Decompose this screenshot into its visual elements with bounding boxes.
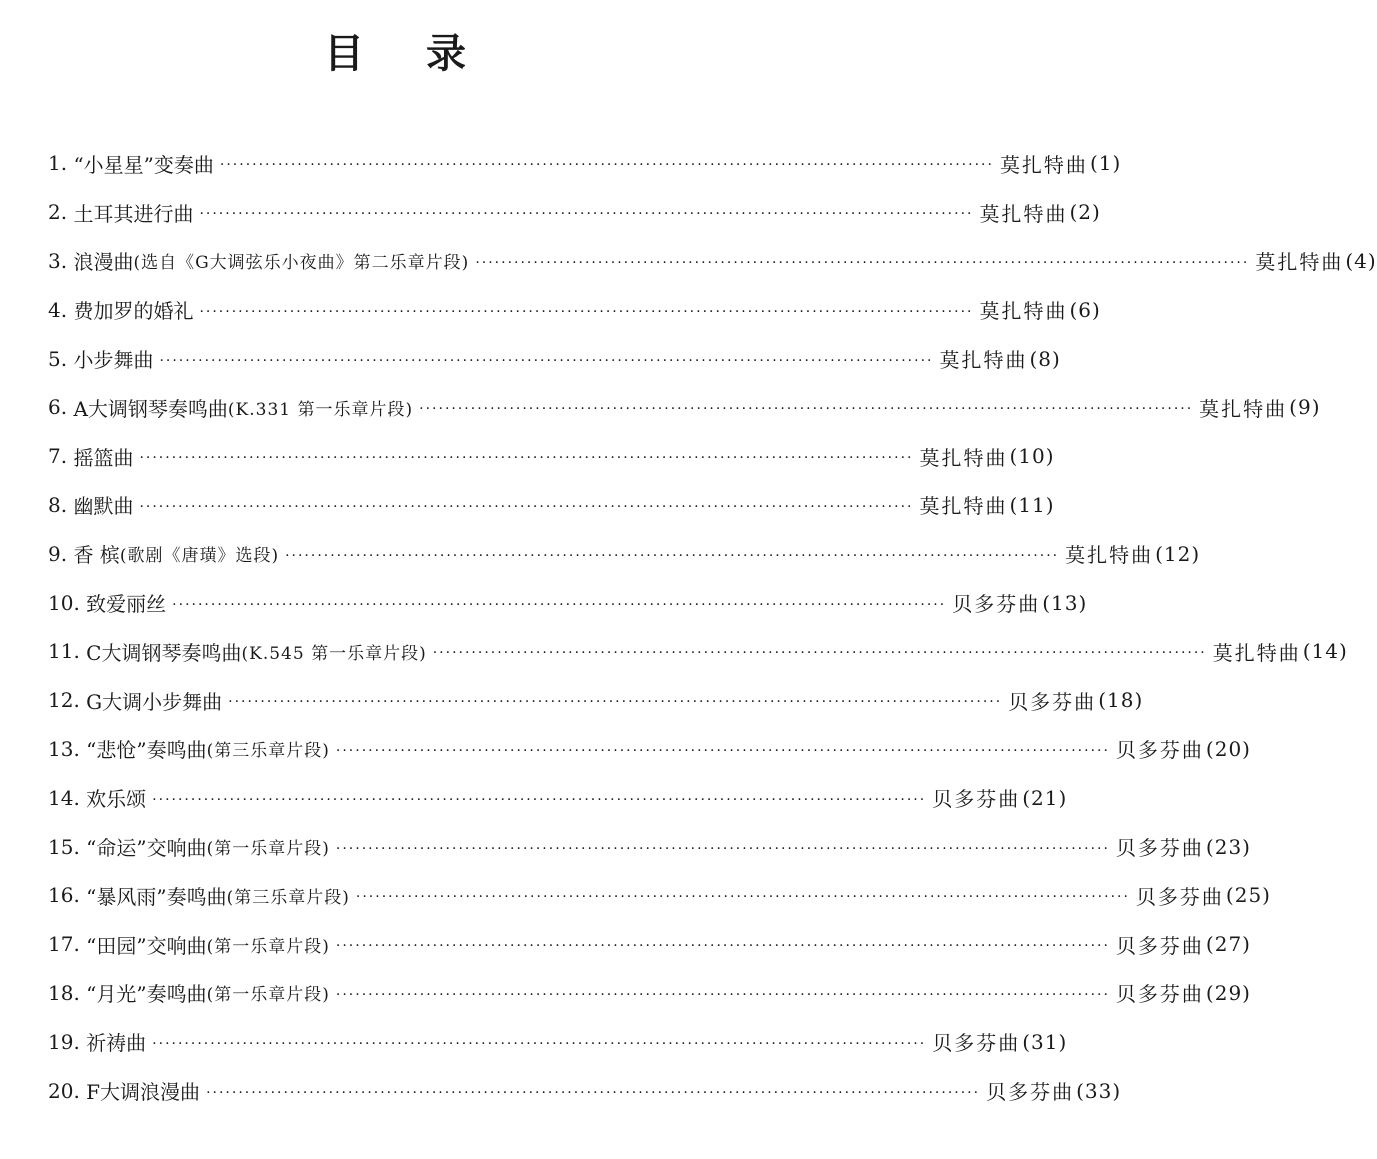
toc-entry-number: 3. xyxy=(48,248,68,273)
toc-entry-page: (9) xyxy=(1289,395,1321,420)
toc-entry-title: 香 槟 xyxy=(73,543,120,568)
toc-leader-dots: ························································································································ xyxy=(139,498,914,515)
toc-leader-dots: ························································································································ xyxy=(335,742,1110,759)
toc-entry[interactable] xyxy=(48,139,1122,188)
toc-entry-subtitle: (第三乐章片段) xyxy=(226,887,350,908)
toc-entry-page: (29) xyxy=(1205,980,1251,1005)
toc-entry-page: (2) xyxy=(1069,200,1101,225)
toc-entry[interactable] xyxy=(48,432,1055,481)
toc-entry-page: (10) xyxy=(1009,444,1055,469)
toc-entry-composer: 贝多芬曲 xyxy=(932,787,1021,812)
toc-leader-dots: ························································································································ xyxy=(419,401,1194,418)
toc-entry-title: 幽默曲 xyxy=(73,494,134,519)
toc-entry-page: (1) xyxy=(1089,151,1122,176)
toc-entry-number: 4. xyxy=(48,297,68,322)
toc-entry-title: F大调浪漫曲 xyxy=(86,1080,201,1105)
toc-entry-composer: 贝多芬曲 xyxy=(986,1080,1075,1105)
toc-entry-number: 12. xyxy=(48,688,80,713)
page-title-char-2: 录 xyxy=(426,30,466,77)
toc-entry-page: (12) xyxy=(1155,541,1201,566)
toc-entry-number: 18. xyxy=(48,980,80,1005)
toc-entry-composer: 贝多芬曲 xyxy=(1115,982,1204,1007)
toc-leader-dots: ························································································································ xyxy=(228,694,1003,711)
toc-entry-page: (33) xyxy=(1076,1078,1122,1103)
toc-entry-page: (18) xyxy=(1098,688,1144,713)
toc-entry-page: (8) xyxy=(1029,346,1061,371)
toc-entry-number: 16. xyxy=(48,883,80,908)
toc-entry-title: A大调钢琴奏鸣曲 xyxy=(73,396,228,421)
toc-entry-composer: 贝多芬曲 xyxy=(1115,933,1204,958)
toc-entry-page: (6) xyxy=(1069,297,1101,322)
toc-entry-title: G大调小步舞曲 xyxy=(86,689,223,714)
toc-entry-composer: 莫扎特曲 xyxy=(939,348,1028,373)
toc-entry-title: “田园”交响曲 xyxy=(86,933,207,958)
toc-entry-title: “小星星”变奏曲 xyxy=(73,152,214,177)
toc-entry-composer: 莫扎特曲 xyxy=(1199,396,1288,421)
toc-entry-number: 19. xyxy=(48,1029,80,1054)
toc-leader-dots: ························································································································ xyxy=(199,206,974,223)
toc-entry-title: 费加罗的婚礼 xyxy=(73,299,194,324)
toc-entry-composer: 贝多芬曲 xyxy=(932,1031,1021,1056)
toc-entry-page: (11) xyxy=(1009,492,1055,517)
toc-entry[interactable] xyxy=(48,188,1101,237)
toc-entry-subtitle: (选自《G大调弦乐小夜曲》第二乐章片段) xyxy=(133,253,470,274)
toc-entry-number: 13. xyxy=(48,736,80,761)
toc-leader-dots: ························································································································ xyxy=(199,303,974,320)
toc-leader-dots: ························································································································ xyxy=(285,547,1060,564)
toc-entry[interactable] xyxy=(48,822,1251,871)
toc-entry-title: 欢乐颂 xyxy=(86,787,147,812)
toc-leader-dots: ························································································································ xyxy=(152,791,927,808)
toc-entry-number: 15. xyxy=(48,834,80,859)
toc-entry-number: 17. xyxy=(48,932,80,957)
toc-entry[interactable] xyxy=(48,1017,1068,1066)
toc-entry-subtitle: (第三乐章片段) xyxy=(206,741,330,762)
toc-entry-page: (21) xyxy=(1022,785,1068,810)
toc-leader-dots: ························································································································ xyxy=(139,450,914,467)
toc-entry[interactable] xyxy=(48,969,1251,1018)
toc-entry-composer: 莫扎特曲 xyxy=(919,494,1008,519)
toc-leader-dots: ························································································································ xyxy=(355,889,1130,906)
toc-entry-composer: 莫扎特曲 xyxy=(979,201,1068,226)
toc-entry-title: “命运”交响曲 xyxy=(86,836,207,861)
toc-entry-page: (25) xyxy=(1225,883,1271,908)
toc-entry-composer: 莫扎特曲 xyxy=(999,152,1088,177)
toc-entry-title: 土耳其进行曲 xyxy=(73,201,194,226)
toc-entry[interactable] xyxy=(48,627,1348,676)
toc-entry-composer: 贝多芬曲 xyxy=(1115,738,1204,763)
toc-entry-number: 5. xyxy=(48,346,68,371)
toc-entry-number: 20. xyxy=(48,1078,80,1103)
toc-entry-title: 小步舞曲 xyxy=(73,348,154,373)
toc-leader-dots: ························································································································ xyxy=(152,1035,927,1052)
toc-entry-composer: 贝多芬曲 xyxy=(1008,689,1097,714)
toc-entry[interactable] xyxy=(48,920,1251,969)
toc-entry-composer: 贝多芬曲 xyxy=(1115,836,1204,861)
toc-entry-page: (4) xyxy=(1345,248,1377,273)
toc-entry-title: 祈祷曲 xyxy=(86,1031,147,1056)
toc-entry-page: (13) xyxy=(1042,590,1088,615)
toc-entry-composer: 莫扎特曲 xyxy=(1065,543,1154,568)
toc-entry[interactable] xyxy=(48,773,1068,822)
toc-entry-composer: 莫扎特曲 xyxy=(919,445,1008,470)
toc-entry-page: (14) xyxy=(1302,639,1348,664)
toc-entry-page: (20) xyxy=(1205,736,1251,761)
toc-entry[interactable] xyxy=(48,529,1201,578)
toc-entry[interactable] xyxy=(48,285,1101,334)
toc-leader-dots: ························································································································ xyxy=(172,596,947,613)
toc-leader-dots: ························································································································ xyxy=(475,254,1250,271)
toc-entry-number: 9. xyxy=(48,541,68,566)
toc-entry-number: 1. xyxy=(48,151,68,176)
toc-entry-title: “悲怆”奏鸣曲 xyxy=(86,738,207,763)
toc-entry-number: 2. xyxy=(48,200,68,225)
toc-entry-subtitle: (K.545 第一乐章片段) xyxy=(241,643,427,664)
toc-entry-number: 14. xyxy=(48,785,80,810)
toc-leader-dots: ························································································································ xyxy=(159,352,934,369)
toc-entry-title: “暴风雨”奏鸣曲 xyxy=(86,884,227,909)
toc-leader-dots: ························································································································ xyxy=(335,986,1110,1003)
toc-entry-number: 6. xyxy=(48,395,68,420)
toc-entry-title: “月光”奏鸣曲 xyxy=(86,982,207,1007)
toc-leader-dots: ························································································································ xyxy=(219,157,994,174)
toc-entry-composer: 莫扎特曲 xyxy=(979,299,1068,324)
toc-leader-dots: ························································································································ xyxy=(335,840,1110,857)
toc-entry[interactable] xyxy=(48,871,1271,920)
toc-leader-dots: ························································································································ xyxy=(335,938,1110,955)
toc-entry-title: 浪漫曲 xyxy=(73,250,134,275)
toc-entry-subtitle: (K.331 第一乐章片段) xyxy=(227,399,414,420)
toc-entry-subtitle: (第一乐章片段) xyxy=(206,839,330,860)
toc-entry-number: 10. xyxy=(48,590,80,615)
toc-entry[interactable] xyxy=(48,1066,1122,1115)
toc-entry[interactable] xyxy=(48,725,1251,774)
toc-entry-title: 致爱丽丝 xyxy=(86,592,167,617)
page-title-char-1: 目 xyxy=(324,30,364,77)
toc-entry-composer: 贝多芬曲 xyxy=(1135,884,1224,909)
toc-entry[interactable] xyxy=(48,383,1321,432)
toc-leader-dots: ························································································································ xyxy=(432,645,1207,662)
toc-leader-dots: ························································································································ xyxy=(206,1084,981,1101)
toc-entry-page: (31) xyxy=(1022,1029,1068,1054)
toc-entry-subtitle: (歌剧《唐璜》选段) xyxy=(119,546,280,567)
toc-entry[interactable] xyxy=(48,237,1377,286)
page-title xyxy=(0,28,790,80)
toc-entry-number: 7. xyxy=(48,444,68,469)
toc-list xyxy=(48,139,1377,1115)
toc-entry[interactable] xyxy=(48,578,1088,627)
toc-entry-title: C大调钢琴奏鸣曲 xyxy=(86,640,242,665)
toc-entry-number: 11. xyxy=(48,639,80,664)
toc-entry-number: 8. xyxy=(48,492,68,517)
toc-entry-composer: 贝多芬曲 xyxy=(952,592,1041,617)
toc-entry[interactable] xyxy=(48,481,1055,530)
toc-entry-composer: 莫扎特曲 xyxy=(1212,640,1301,665)
toc-entry-subtitle: (第一乐章片段) xyxy=(206,985,330,1006)
toc-entry[interactable] xyxy=(48,334,1061,383)
toc-entry-page: (27) xyxy=(1205,932,1251,957)
toc-entry-composer: 莫扎特曲 xyxy=(1255,250,1344,275)
toc-entry[interactable] xyxy=(48,676,1144,725)
toc-entry-subtitle: (第一乐章片段) xyxy=(206,936,330,957)
toc-entry-page: (23) xyxy=(1205,834,1251,859)
toc-entry-title: 摇篮曲 xyxy=(73,445,134,470)
